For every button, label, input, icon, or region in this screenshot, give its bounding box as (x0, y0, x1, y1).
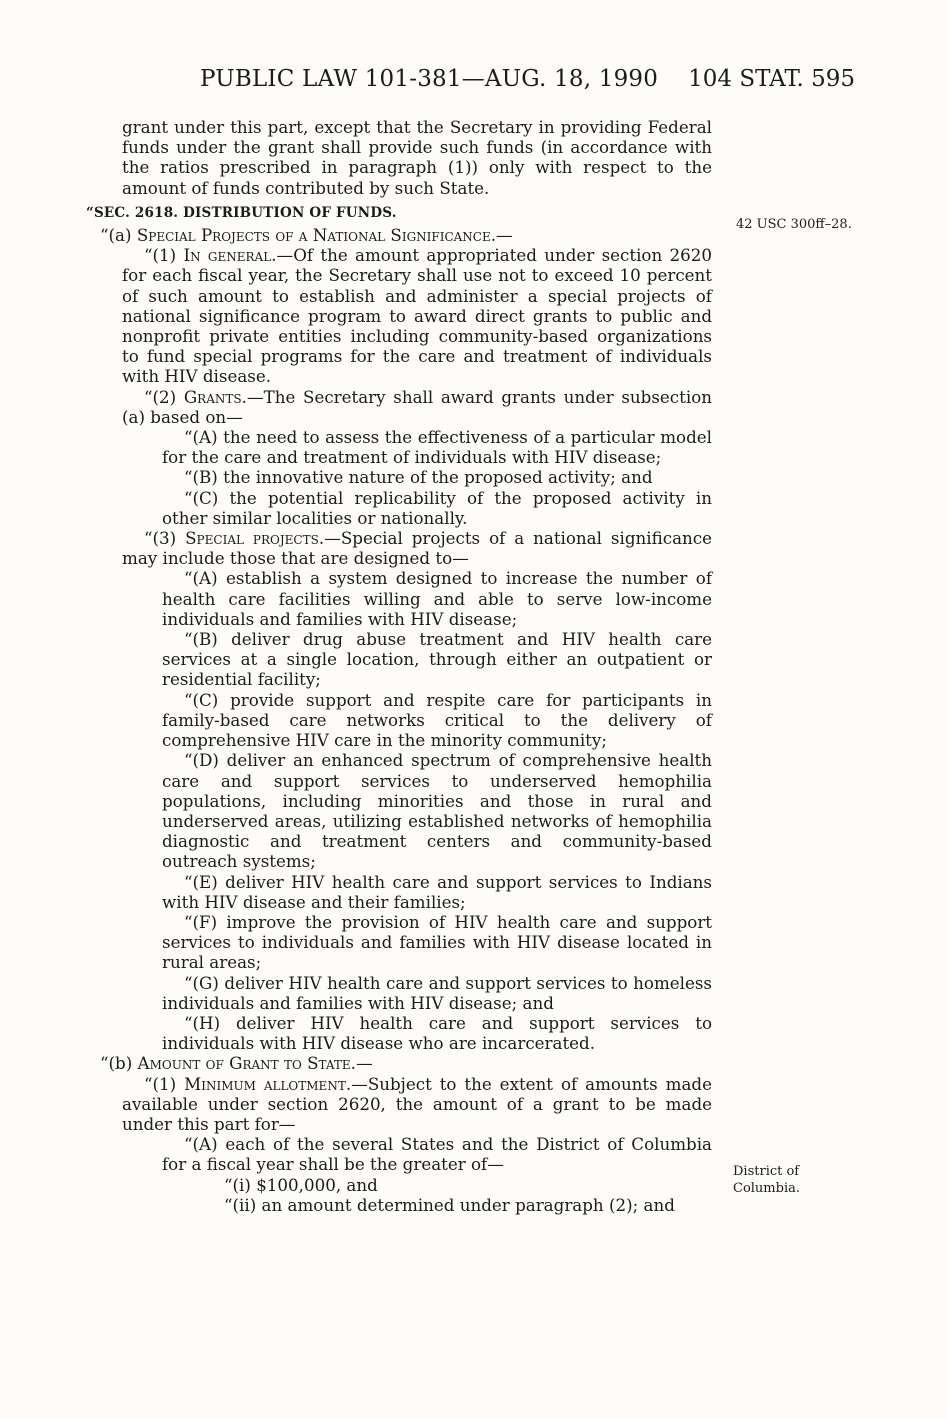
paragraph-b1-label: “(1) (144, 1073, 185, 1094)
clause-a3D: “(D) deliver an enhanced spectrum of comprehensive health care and support services to underserved hemophilia populations, including minorities and those in rural and underserved areas, utilizing established networks of hemophilia diagnostic and treatment centers and community-based outreach systems; (162, 750, 712, 872)
paragraph-a1 (122, 245, 712, 386)
paragraph-a2-label: “(2) (144, 386, 184, 407)
subsection-a-heading (100, 225, 712, 245)
paragraph-b1-heading: Minimum allotment. (184, 1073, 352, 1094)
clause-a3F: “(F) improve the provision of HIV health care and support services to individuals and families with HIV disease located in rural areas; (162, 911, 712, 973)
paragraph-a1-text: —Of the amount appropriated under section 2620 for each fiscal year, the Secretary shall use not to exceed 10 percent of such amount to establish and administer a special projects of national significance program to award direct grants to public and nonprofit private entities including community-based organizations to fund special programs for the care and treatment of individuals with HIV disease. (122, 245, 712, 387)
margin-note-dc-line1: District of (733, 1164, 800, 1179)
clause-a3E: “(E) deliver HIV health care and support services to Indians with HIV disease and their families; (162, 871, 712, 912)
subsection-b-label: “(b) (100, 1053, 138, 1074)
paragraph-a2 (122, 387, 712, 427)
margin-note-dc-line2: Columbia. (733, 1181, 800, 1196)
paragraph-a3-heading: Special projects. (185, 528, 325, 549)
paragraph-a3-label: “(3) (144, 528, 186, 549)
clause-a3H: “(H) deliver HIV health care and support services to individuals with HIV disease who are incarcerated. (162, 1012, 712, 1054)
page-header-stat: 104 STAT. 595 (688, 66, 855, 92)
clause-a2A: “(A) the need to assess the effectiveness of a particular model for the care and treatment of individuals with HIV disease; (162, 427, 712, 468)
subsection-b-heading (100, 1053, 712, 1073)
clause-a3C: “(C) provide support and respite care for participants in family-based care networks critical to the delivery of comprehensive HIV care in the minority community; (162, 689, 712, 751)
margin-note-dc (733, 1163, 800, 1197)
paragraph-b1 (122, 1074, 712, 1135)
clause-b1Ai: “(i) $100,000, and (224, 1174, 378, 1195)
section-heading-text: “SEC. 2618. DISTRIBUTION OF FUNDS. (86, 204, 397, 221)
paragraph-b1-text: —Subject to the extent of amounts made available under section 2620, the amount of a grant to be made under this part for— (122, 1073, 712, 1134)
document-body (86, 117, 712, 1215)
subsection-a-label: “(a) (100, 225, 137, 246)
section-heading (86, 201, 712, 223)
paragraph-a2-text: —The Secretary shall award grants under subsection (a) based on— (122, 386, 712, 427)
paragraph-a1-label: “(1) (144, 245, 184, 266)
clause-a3A: “(A) establish a system designed to increase the number of health care facilities willing and able to serve low-income individuals and families with HIV disease; (162, 568, 712, 629)
paragraph-a1-heading: In general. (183, 245, 277, 266)
page-header-title: PUBLIC LAW 101-381—AUG. 18, 1990 (200, 66, 659, 92)
clause-b1A: “(A) each of the several States and the District of Columbia for a fiscal year shall be the greater of— (162, 1134, 712, 1175)
paragraph-a2-heading: Grants. (183, 386, 247, 407)
intro-paragraph: grant under this part, except that the Secretary in providing Federal funds under the grant shall provide such funds (in accordance with the ratios prescribed in paragraph (1)) only with respect to the amount of funds contributed by such State. (122, 117, 712, 198)
clause-a2C: “(C) the potential replicability of the proposed activity in other similar localities or nationally. (162, 487, 712, 528)
subsection-b-title: Amount of Grant to State.— (137, 1053, 373, 1074)
clause-b1Aii: “(ii) an amount determined under paragraph (2); and (224, 1194, 675, 1215)
clause-a3G: “(G) deliver HIV health care and support services to homeless individuals and families with HIV disease; and (162, 972, 712, 1013)
paragraph-a3-text: —Special projects of a national significance may include those that are designed to— (122, 528, 712, 569)
clause-a3B: “(B) deliver drug abuse treatment and HIV health care services at a single location, through either an outpatient or residential facility; (162, 629, 712, 690)
paragraph-a3 (122, 528, 712, 568)
clause-a2B: “(B) the innovative nature of the proposed activity; and (184, 467, 653, 488)
subsection-a-title: Special Projects of a National Significance.— (136, 225, 513, 246)
margin-note-usc: 42 USC 300ff–28. (736, 217, 852, 232)
